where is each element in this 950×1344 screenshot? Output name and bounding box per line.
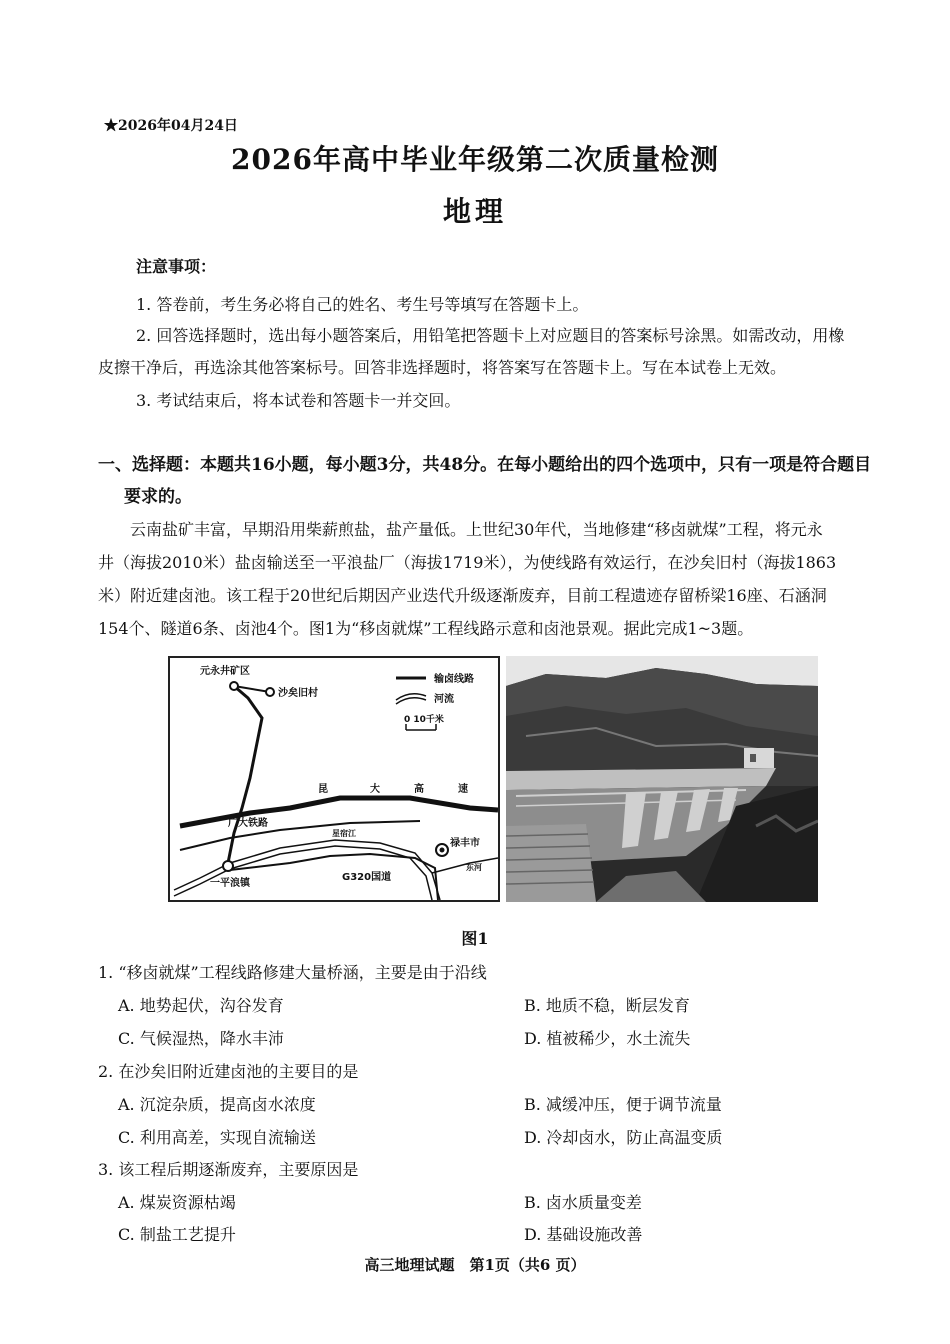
passage-line: 154个、隧道6条、卤池4个。图1为“移卤就煤”工程线路示意和卤池景观。据此完成1~3题。 xyxy=(98,619,754,638)
passage-line: 米）附近建卤池。该工程于20世纪后期因产业迭代升级逐渐废弃，目前工程遗迹存留桥梁16座、石涵洞 xyxy=(98,586,827,605)
notice-item: 皮擦干净后，再选涂其他答案标号。回答非选择题时，将答案写在答题卡上。写在本试卷上无效。 xyxy=(98,358,787,377)
question-1-stem: 1. “移卤就煤”工程线路修建大量桥涵，主要是由于沿线 xyxy=(98,963,487,982)
expressway-label-1: 昆 xyxy=(318,784,328,795)
mine-marker xyxy=(230,682,238,690)
question-3-option-d: D. 基础设施改善 xyxy=(524,1225,643,1244)
town-marker xyxy=(223,861,233,871)
question-3-option-b: B. 卤水质量变差 xyxy=(524,1193,642,1212)
exam-title: 2026年高中毕业年级第二次质量检测 xyxy=(231,143,719,176)
question-2-option-b: B. 减缓冲压，便于调节流量 xyxy=(524,1095,722,1114)
question-3-stem: 3. 该工程后期逐渐废弃，主要原因是 xyxy=(98,1160,359,1179)
brine-pool-illustration xyxy=(506,656,818,902)
section-heading: 一、选择题：本题共16小题，每小题3分，共48分。在每小题给出的四个选项中，只有一项是符合题目 xyxy=(98,455,872,475)
route-map xyxy=(168,656,500,902)
question-1-option-c: C. 气候湿热，降水丰沛 xyxy=(118,1029,284,1048)
legend-pipeline-label: 输卤线路 xyxy=(434,674,474,685)
village-marker xyxy=(266,688,274,696)
question-2-option-a: A. 沉淀杂质，提高卤水浓度 xyxy=(118,1095,316,1114)
question-3-option-a: A. 煤炭资源枯竭 xyxy=(118,1193,236,1212)
mine-label: 元永井矿区 xyxy=(200,666,250,677)
exam-subject: 地理 xyxy=(442,195,507,228)
exam-date: ★2026年04月24日 xyxy=(104,118,238,134)
figure-caption: 图1 xyxy=(461,929,489,948)
notice-item: 1. 答卷前，考生务必将自己的姓名、考生号等填写在答题卡上。 xyxy=(136,295,589,314)
railway-label: 广大铁路 xyxy=(228,818,268,829)
national-road-line xyxy=(230,854,438,900)
question-3-option-c: C. 制盐工艺提升 xyxy=(118,1225,236,1244)
question-2-option-d: D. 冷却卤水，防止高温变质 xyxy=(524,1128,723,1147)
page-footer: 高三地理试题 第1页（共6 页） xyxy=(364,1256,586,1274)
question-2-stem: 2. 在沙矣旧附近建卤池的主要目的是 xyxy=(98,1062,359,1081)
notice-item: 3. 考试结束后，将本试卷和答题卡一并交回。 xyxy=(136,391,461,410)
passage-line: 井（海拔2010米）盐卤输送至一平浪盐厂（海拔1719米），为使线路有效运行，在沙矣旧村（海拔1863 xyxy=(98,553,837,572)
river-line xyxy=(174,840,440,900)
notice-item: 2. 回答选择题时，选出每小题答案后，用铅笔把答题卡上对应题目的答案标号涂黑。如需改动，用橡 xyxy=(136,326,845,345)
legend-scale-label: 0 10千米 xyxy=(404,715,444,725)
east-river-label: 东河 xyxy=(466,863,482,872)
passage-line: 云南盐矿丰富，早期沿用柴薪煎盐，盐产量低。上世纪30年代，当地修建“移卤就煤”工程，将元永 xyxy=(130,520,823,539)
question-1-option-a: A. 地势起伏，沟谷发育 xyxy=(118,996,284,1015)
expressway-label-2: 大 xyxy=(370,784,380,795)
brine-pool-photo xyxy=(506,656,818,902)
village-label: 沙矣旧村 xyxy=(278,688,318,699)
city-label: 禄丰市 xyxy=(450,838,480,849)
route-map-svg xyxy=(170,658,498,900)
town-label: 一平浪镇 xyxy=(210,878,250,889)
notice-heading: 注意事项： xyxy=(136,257,217,276)
question-1-option-d: D. 植被稀少，水土流失 xyxy=(524,1029,691,1048)
section-heading-cont: 要求的。 xyxy=(124,487,192,507)
expressway-label-3: 高 xyxy=(414,784,424,795)
river-label: 星宿江 xyxy=(332,829,356,838)
legend-river-label: 河流 xyxy=(434,694,454,705)
national-road-label: G320国道 xyxy=(342,872,392,883)
question-1-option-b: B. 地质不稳，断层发育 xyxy=(524,996,690,1015)
expressway-label-4: 速 xyxy=(458,784,468,795)
question-2-option-c: C. 利用高差，实现自流输送 xyxy=(118,1128,316,1147)
